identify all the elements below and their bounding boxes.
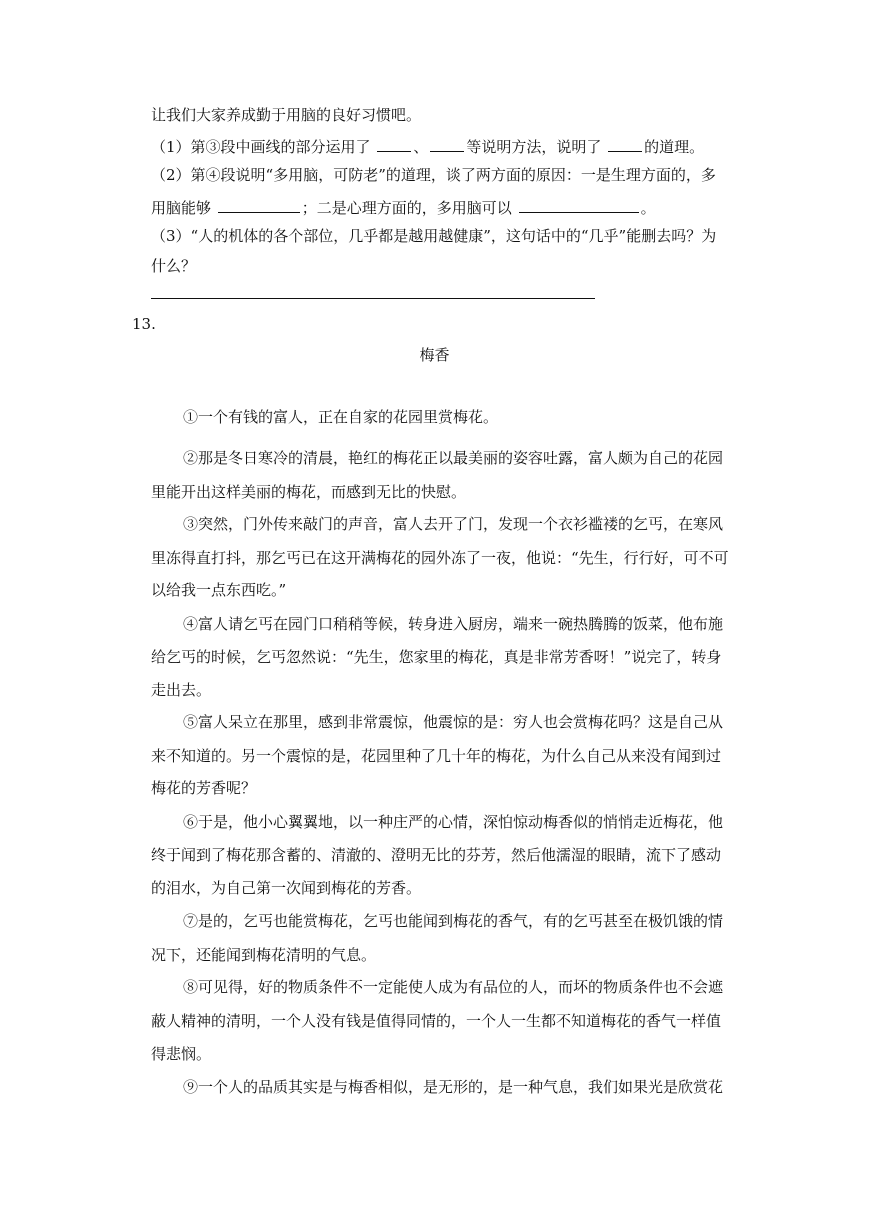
- passage-line: 得悲悯。: [151, 1045, 212, 1063]
- question-2-line-1: （2）第④段说明“多用脑，可防老”的道理，谈了两方面的原因：一是生理方面的，多: [151, 166, 716, 184]
- passage-line: ④富人请乞丐在园门口稍稍等候，转身进入厨房，端来一碗热腾腾的饭菜，他布施: [183, 615, 724, 633]
- passage-line: 里冻得直打抖，那乞丐已在这开满梅花的园外冻了一夜，他说：“先生，行行好，可不可: [151, 549, 729, 567]
- passage-line: 以给我一点东西吃。”: [151, 581, 287, 599]
- passage-line: ⑨一个人的品质其实是与梅香相似，是无形的，是一种气息，我们如果光是欣赏花: [183, 1078, 724, 1096]
- question-2-line-2: [151, 196, 656, 218]
- question-1-text-c: 的道理。: [644, 138, 705, 156]
- passage-line: 走出去。: [151, 681, 212, 699]
- passage-line: ⑧可见得，好的物质条件不一定能使人成为有品位的人，而坏的物质条件也不会遮: [183, 978, 724, 996]
- question-1-text-b: 等说明方法，说明了: [466, 138, 607, 156]
- question-3-line-1: （3）“人的机体的各个部位，几乎都是越用越健康”，这句话中的“几乎”能删去吗？为: [151, 227, 717, 245]
- answer-blank[interactable]: [377, 135, 411, 152]
- passage-line: 里能开出这样美丽的梅花，而感到无比的快慰。: [151, 483, 467, 501]
- question-number: 13.: [132, 315, 156, 333]
- question-2-text-a: 用脑能够: [151, 199, 216, 217]
- question-1-text-a: （1）第③段中画线的部分运用了: [151, 138, 376, 156]
- question-1-separator: 、: [413, 138, 429, 156]
- passage-line: 来不知道的。另一个震惊的是，花园里种了几十年的梅花，为什么自己从来没有闻到过: [151, 747, 722, 765]
- passage-line: ⑥于是，他小心翼翼地，以一种庄严的心情，深怕惊动梅香似的悄悄走近梅花，他: [183, 813, 724, 831]
- intro-text: 让我们大家养成勤于用脑的良好习惯吧。: [151, 106, 422, 124]
- passage-line: ⑦是的，乞丐也能赏梅花，乞丐也能闻到梅花的香气，有的乞丐甚至在极饥饿的情: [183, 912, 724, 930]
- answer-blank[interactable]: [430, 135, 464, 152]
- question-1: [151, 135, 704, 157]
- answer-blank[interactable]: [608, 135, 642, 152]
- question-3-line-2: 什么？: [151, 257, 197, 275]
- question-2-text-c: 。: [640, 199, 656, 217]
- passage-line: 梅花的芳香呢？: [151, 779, 257, 797]
- question-2-text-b: ；二是心理方面的，多用脑可以: [301, 199, 517, 217]
- passage-line: ⑤富人呆立在那里，感到非常震惊，他震惊的是：穷人也会赏梅花吗？这是自己从: [183, 713, 724, 731]
- passage-line: ①一个有钱的富人，正在自家的花园里赏梅花。: [183, 408, 499, 426]
- passage-title: 梅香: [419, 346, 450, 364]
- answer-blank[interactable]: [218, 196, 300, 213]
- answer-blank[interactable]: [519, 196, 639, 213]
- passage-line: ③突然，门外传来敲门的声音，富人去开了门，发现一个衣衫褴褛的乞丐，在寒风: [183, 515, 724, 533]
- passage-line: 终于闻到了梅花那含蓄的、清澈的、澄明无比的芬芳，然后他濡湿的眼睛，流下了感动: [151, 846, 722, 864]
- passage-line: 况下，还能闻到梅花清明的气息。: [151, 946, 377, 964]
- passage-line: 的泪水，为自己第一次闻到梅花的芳香。: [151, 879, 422, 897]
- passage-line: 蔽人精神的清明，一个人没有钱是值得同情的，一个人一生都不知道梅花的香气一样值: [151, 1012, 722, 1030]
- passage-line: ②那是冬日寒冷的清晨，艳红的梅花正以最美丽的姿容吐露，富人颇为自己的花园: [183, 449, 724, 467]
- answer-line[interactable]: [151, 298, 595, 299]
- passage-line: 给乞丐的时候，乞丐忽然说：“先生，您家里的梅花，真是非常芳香呀！”说完了，转身: [151, 648, 722, 666]
